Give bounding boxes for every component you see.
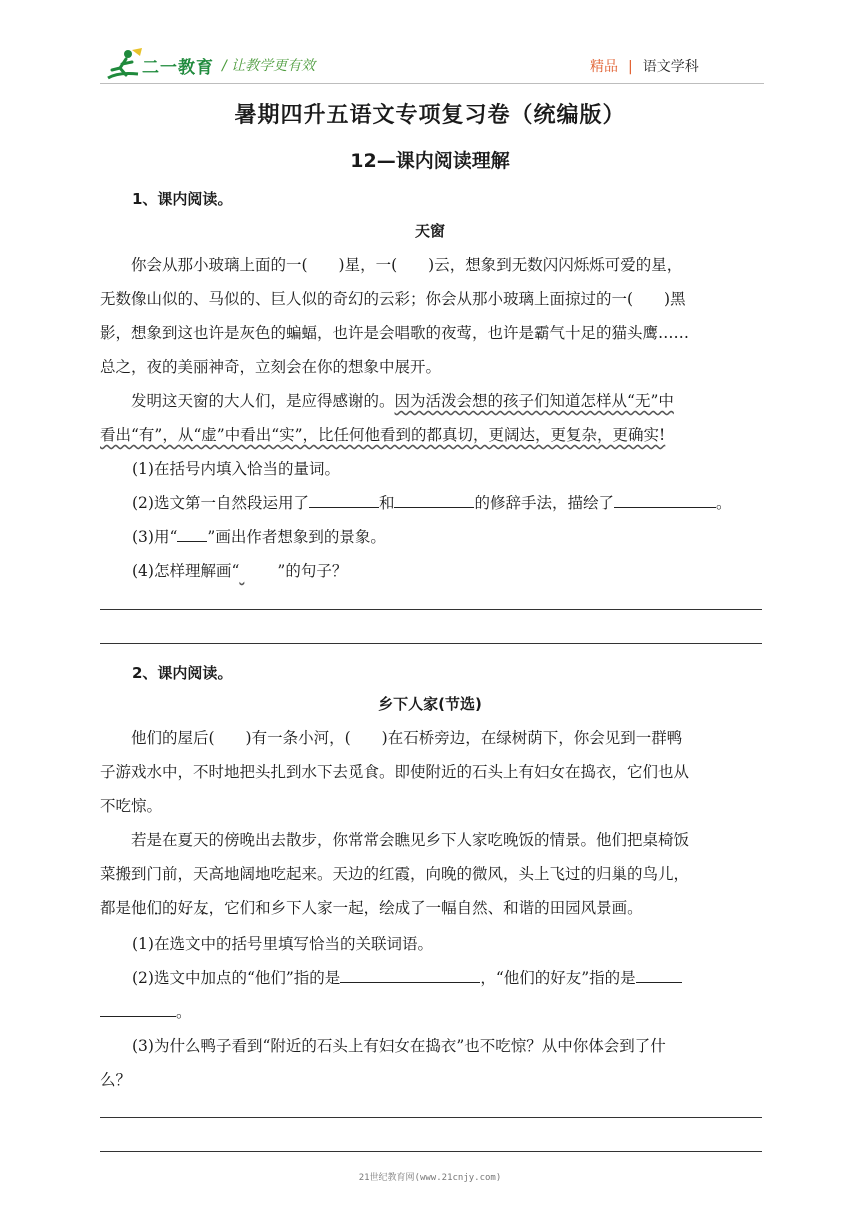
page-footer: 21世纪教育网(www.21cnjy.com) [358, 1173, 502, 1183]
runner-logo-icon [104, 48, 144, 82]
q2-subquestion-3-cont: 么？ [100, 1071, 132, 1089]
q1-passage-line: 总之，夜的美丽神奇，立刻会在你的想象中展开。 [100, 358, 442, 376]
wavy-sample [239, 554, 277, 588]
q2-subquestion-3: (3)为什么鸭子看到“附近的石头上有妇女在捣衣”也不吃惊？从中你体会到了什 [132, 1037, 666, 1055]
q1-s4-text-b: ”的句子？ [277, 562, 348, 580]
q1-s2-text-d: 。 [716, 494, 732, 512]
answer-blank[interactable] [394, 491, 474, 508]
q1-passage-line: 无数像山似的、马似的、巨人似的奇幻的云彩；你会从那小玻璃上面掠过的一( )黑 [100, 290, 686, 308]
q2-p2-text-b: ，它们和乡下人家一起，绘成了一幅自然、和谐的田园风景画。 [208, 899, 643, 917]
q1-passage-line: 影，想象到这也许是灰色的蝙蝠，也许是会唱歌的夜莺，也许是霸气十足的猫头鹰…… [100, 324, 690, 342]
q1-s2-text-b: 和 [378, 494, 395, 512]
quality-tag: 精品 [590, 59, 618, 75]
answer-line[interactable] [100, 1151, 762, 1152]
q1-s2-text-c: 的修辞手法，描绘了 [474, 494, 614, 512]
q2-passage-line [100, 891, 762, 925]
q1-passage-line [100, 418, 762, 452]
q2-s2-text-c: 。 [176, 1003, 192, 1021]
q1-passage-line: 你会从那小玻璃上面的一( )星，一( )云，想象到无数闪闪烁烁可爱的星， [131, 256, 683, 274]
q2-passage-title: 乡下人家(节选) [378, 695, 482, 713]
answer-line[interactable] [100, 643, 762, 644]
answer-blank[interactable] [614, 491, 716, 508]
q1-s3-text-b: ”画出作者想象到的景象。 [207, 528, 386, 546]
answer-line[interactable] [100, 609, 762, 610]
q2-passage-line: 若是在夏天的傍晚出去散步，你常常会瞧见乡下人家吃晚饭的情景。他们把桌椅饭 [131, 831, 690, 849]
dotted-char: 的 [162, 899, 178, 917]
dotted-char: 们 [146, 899, 163, 917]
q1-s4-text-a: (4)怎样理解画“ [132, 562, 240, 580]
q1-wavy-sentence-cont: 看出“有”，从“虚”中看出“实”，比任何他看到的都真切，更阔达，更复杂，更确实! [100, 426, 666, 444]
dotted-char: 好 [177, 899, 194, 917]
q2-heading: 2、课内阅读。 [132, 664, 233, 682]
page-title: 暑期四升五语文专项复习卷（统编版） [234, 103, 626, 128]
q1-p2-plain: 发明这天窗的大人们，是应得感谢的。 [131, 392, 395, 410]
subject-label: 语文学科 [642, 59, 699, 75]
q1-s3-text-a: (3)用“ [132, 528, 178, 546]
q1-subquestion-3 [132, 520, 794, 554]
q1-heading: 1、课内阅读。 [132, 190, 233, 208]
underline-sample [177, 525, 207, 542]
q2-subquestion-2 [132, 961, 794, 995]
q1-s2-text-a: (2)选文第一自然段运用了 [132, 494, 309, 512]
q1-wavy-sentence: 因为活泼会想的孩子们知道怎样从“无”中 [394, 392, 674, 410]
dotted-char: 友 [193, 899, 209, 917]
answer-blank[interactable] [100, 1000, 176, 1017]
q2-passage-line: 不吃惊。 [100, 797, 163, 815]
answer-blank[interactable] [309, 491, 379, 508]
answer-blank[interactable] [636, 966, 682, 983]
q1-subquestion-4 [132, 554, 794, 588]
header-divider [100, 83, 764, 84]
q1-subquestion-2 [132, 486, 794, 520]
q1-subquestion-1: (1)在括号内填入恰当的量词。 [132, 460, 340, 478]
q2-s2-text-b: ，“他们的好友”指的是 [480, 969, 636, 987]
tag-separator: | [628, 59, 633, 75]
q2-p2-text-a: 都是 [100, 899, 132, 917]
page-subtitle: 12—课内阅读理解 [350, 150, 510, 172]
logo-text: 二一教育 [142, 58, 214, 78]
dotted-char: 他 [131, 899, 147, 917]
subject-tag [590, 56, 699, 76]
q1-passage-line [100, 384, 762, 418]
q2-subquestion-1: (1)在选文中的括号里填写恰当的关联词语。 [132, 935, 433, 953]
q2-subquestion-2-cont [100, 995, 762, 1029]
q2-passage-line: 他们的屋后( )有一条小河，( )在石桥旁边，在绿树荫下，你会见到一群鸭 [131, 729, 683, 747]
answer-blank[interactable] [340, 966, 480, 983]
q1-passage-title: 天窗 [414, 222, 445, 240]
q2-passage-line: 菜搬到门前，天高地阔地吃起来。天边的红霞，向晚的微风，头上飞过的归巢的鸟儿， [100, 865, 690, 883]
q2-passage-line: 子游戏水中，不时地把头扎到水下去觅食。即使附近的石头上有妇女在捣衣，它们也从 [100, 763, 690, 781]
slogan: / 让教学更有效 [222, 58, 316, 74]
answer-line[interactable] [100, 1117, 762, 1118]
q2-s2-text-a: (2)选文中加点的“他们”指的是 [132, 969, 341, 987]
